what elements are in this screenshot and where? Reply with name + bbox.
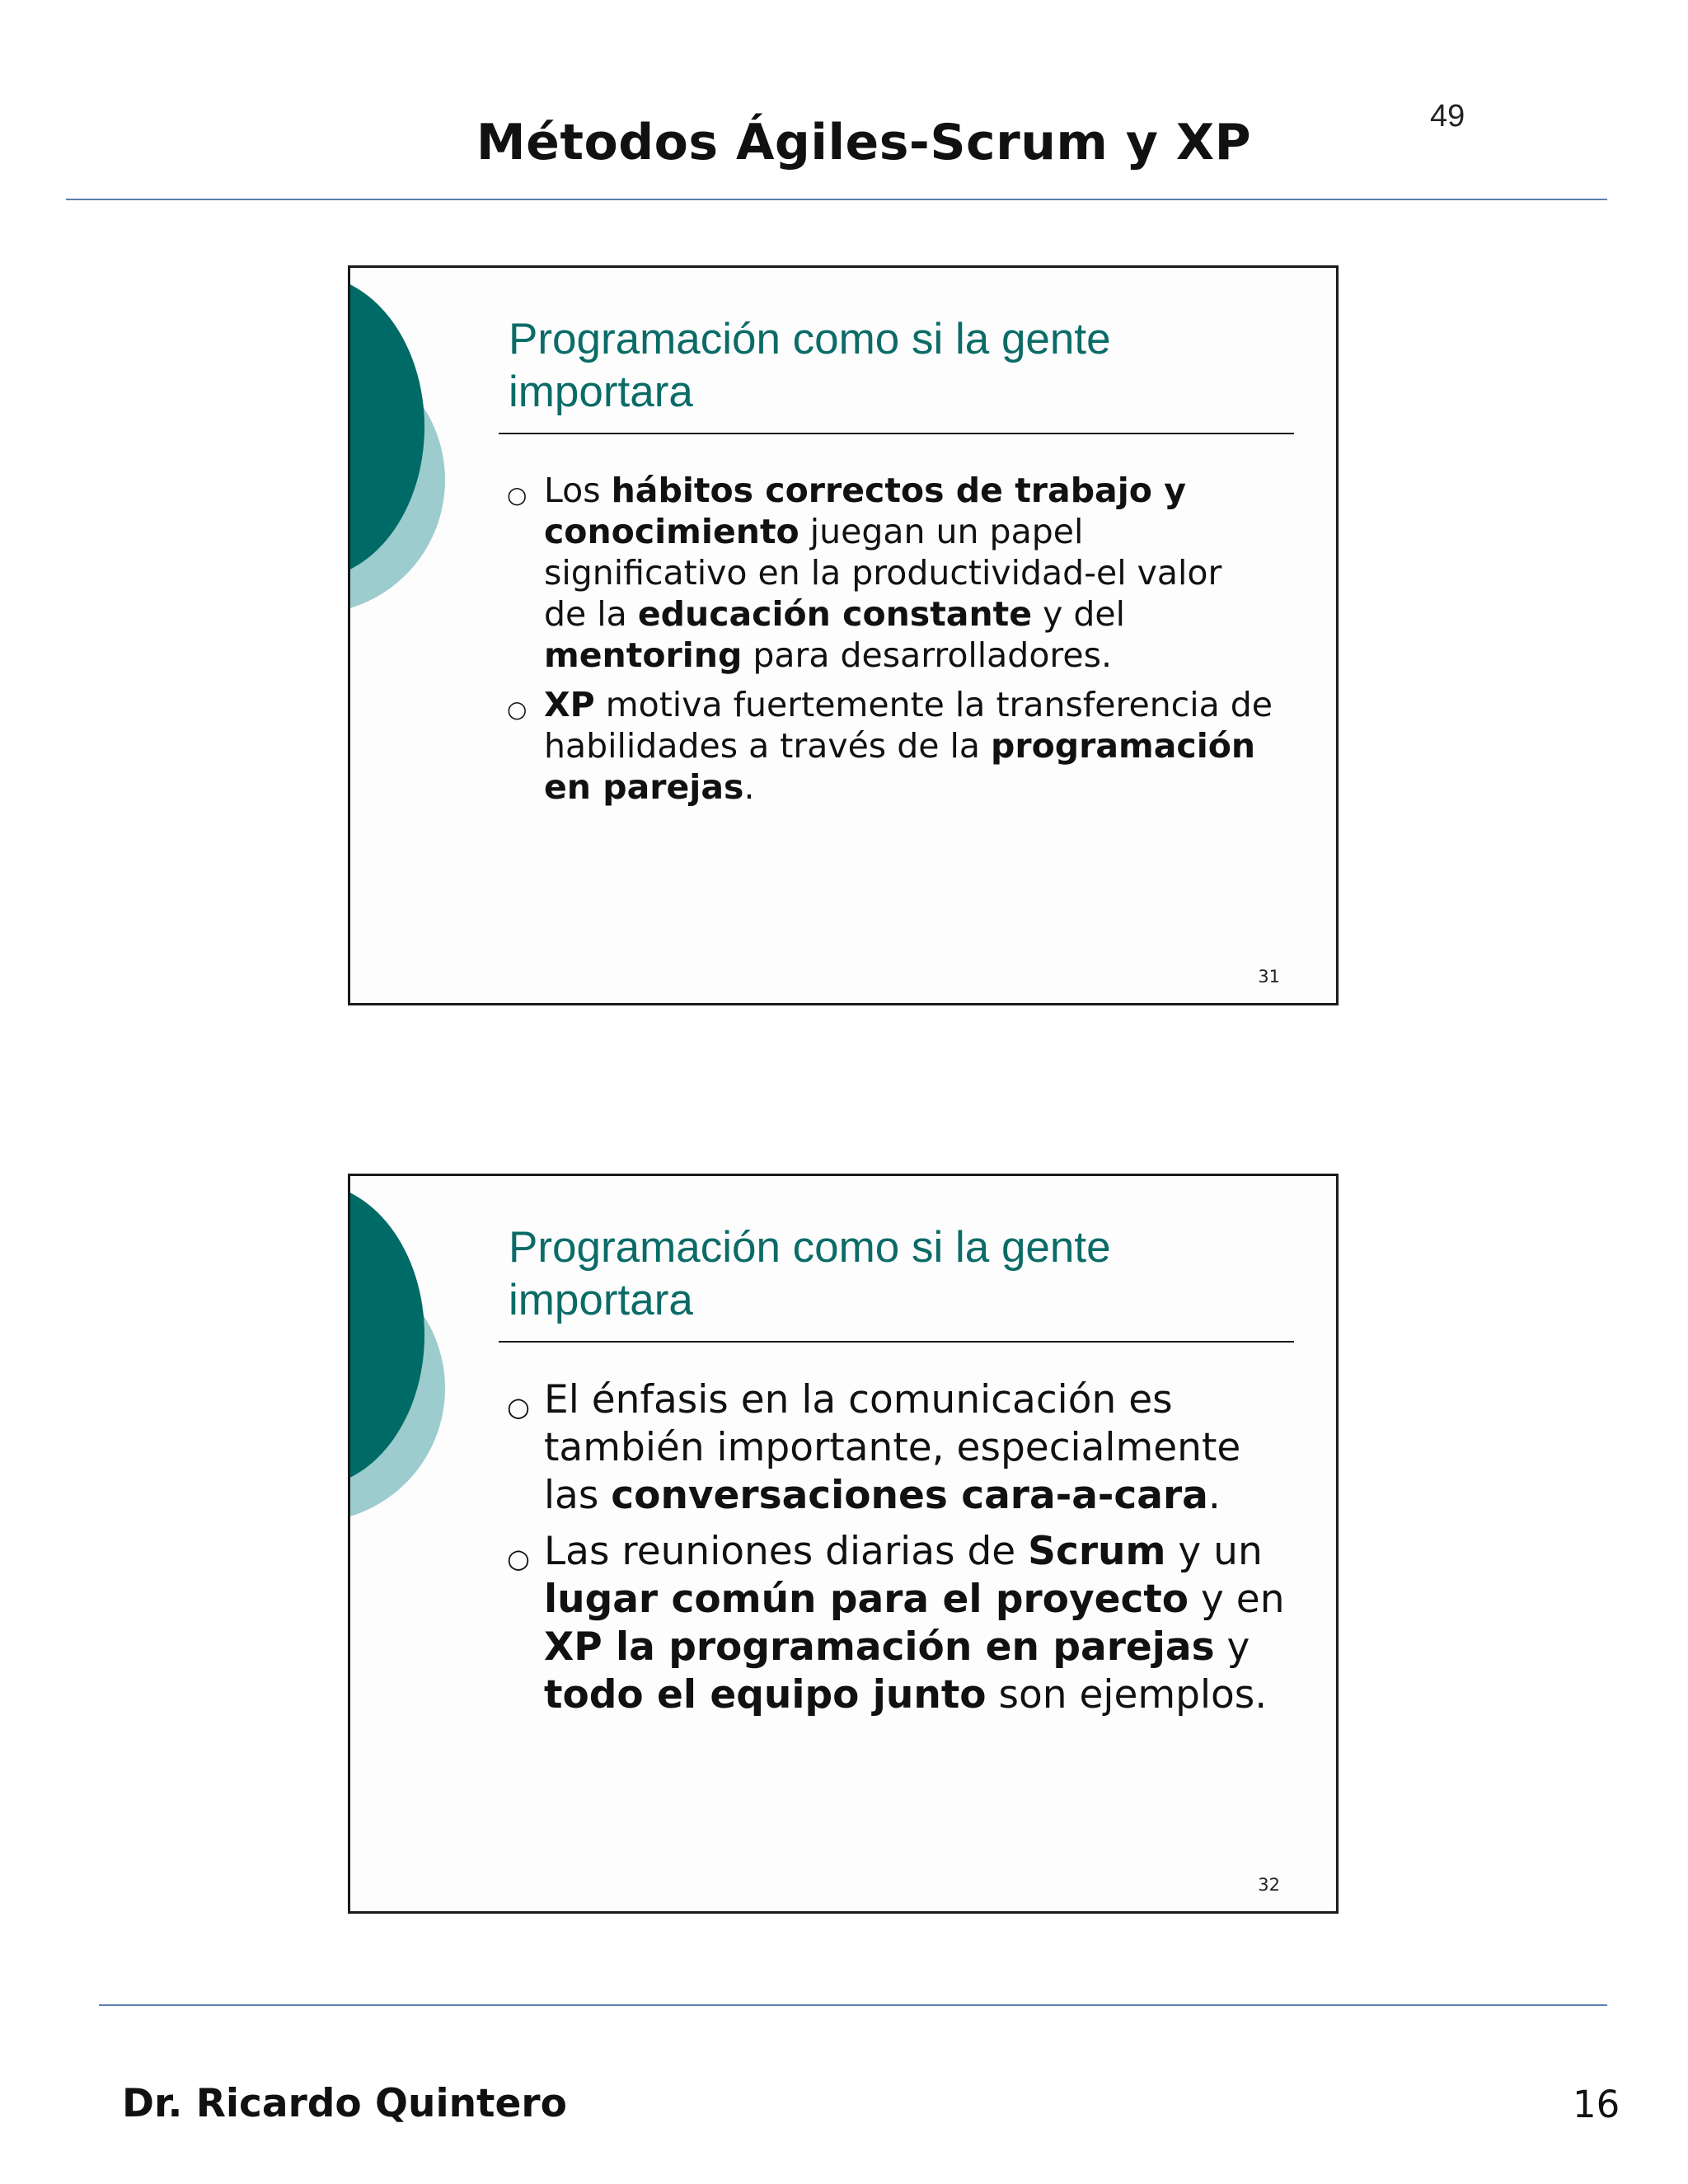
slide-title-divider [499, 433, 1294, 434]
slide-number: 31 [1258, 967, 1280, 987]
text-run: motiva fuertemente la transferencia de habilidades a través de la [544, 685, 1273, 766]
text-run: y en [1189, 1577, 1285, 1622]
bullet-list [507, 1376, 1290, 1727]
text-run: Los [544, 471, 612, 510]
bullet-list [507, 470, 1273, 816]
bullet-item [507, 1376, 1290, 1520]
bold-run: programación en parejas [544, 726, 1256, 807]
bold-run: lugar común para el proyecto [544, 1577, 1189, 1622]
text-run: . [743, 767, 755, 807]
text-run: y [1214, 1624, 1250, 1670]
author-name: Dr. Ricardo Quintero [122, 2081, 567, 2126]
text-run: y del [1032, 594, 1126, 634]
text-run: para desarrolladores. [742, 635, 1112, 675]
bold-run: todo el equipo junto [544, 1672, 987, 1718]
bold-run: conversaciones cara-a-cara [611, 1473, 1208, 1518]
bold-run: XP la programación en parejas [544, 1624, 1215, 1670]
page-number: 49 [1430, 99, 1465, 134]
slide-title: Programación como si la gente importara [509, 1223, 1111, 1324]
text-run: son ejemplos. [986, 1672, 1268, 1718]
text-run: juegan un papel significativo en la productividad-el valor de la [544, 512, 1222, 634]
bold-run: XP [544, 685, 595, 724]
bullet-text [544, 685, 1273, 807]
footer-page-number: 16 [1573, 2083, 1620, 2126]
slide-32 [348, 1174, 1339, 1914]
circle-bullet-icon: ○ [507, 1391, 530, 1422]
bullet-text [544, 1377, 1240, 1518]
bullet-item [507, 470, 1273, 676]
bold-run: educación constante [637, 594, 1033, 634]
bold-run: hábitos correctos de trabajo y conocimiento [544, 471, 1186, 551]
text-run: El énfasis en la comunicación es también importante, especialmente las [544, 1377, 1241, 1518]
circle-bullet-icon: ○ [507, 1543, 530, 1574]
text-run: y un [1165, 1529, 1263, 1574]
bold-run: mentoring [544, 635, 743, 675]
footer-divider [99, 2004, 1607, 2006]
slide-title: Programación como si la gente importara [509, 315, 1111, 416]
slide-31 [348, 265, 1339, 1005]
bullet-text [544, 1529, 1285, 1718]
bullet-item [507, 684, 1273, 808]
bullet-item [507, 1528, 1290, 1719]
circle-bullet-icon: ○ [507, 696, 528, 723]
text-run: Las reuniones diarias de [544, 1529, 1029, 1574]
circle-bullet-icon: ○ [507, 481, 528, 509]
slide-title-divider [499, 1341, 1294, 1343]
text-run: . [1207, 1473, 1221, 1518]
page-title: Métodos Ágiles-Scrum y XP [476, 114, 1252, 171]
slide-number: 32 [1258, 1875, 1280, 1895]
header-divider [66, 199, 1607, 200]
bullet-text [544, 471, 1221, 675]
bold-run: Scrum [1028, 1529, 1166, 1574]
